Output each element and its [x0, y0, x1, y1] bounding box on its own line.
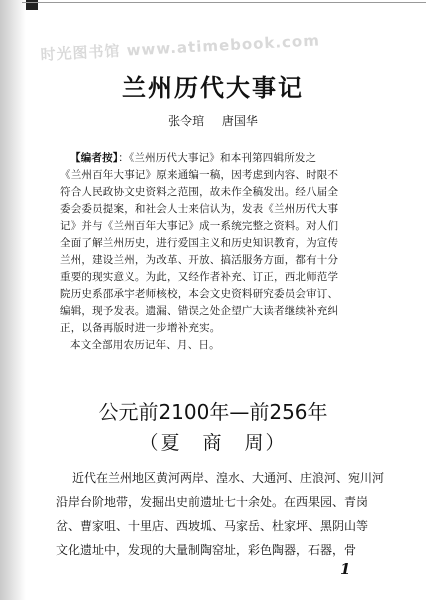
editor-note: [60, 150, 360, 354]
body-line: 近代在兰州地区黄河两岸、湟水、大通河、庄浪河、宛川河: [72, 471, 385, 485]
page-number: 1: [340, 560, 351, 578]
editor-note-label: 【编者按】: [70, 152, 119, 164]
body-line: 沿岸台阶地带，发掘出史前遗址七十余处。在西果园、青岗: [56, 495, 369, 509]
editor-note-text: ：《兰州历代大事记》和本刊第四辑所发之: [118, 152, 317, 164]
editor-note-line: 兰州，建设兰州，为改革、开放、搞活服务方面，都有十分: [60, 254, 339, 266]
body-text: [56, 466, 385, 562]
authors: [0, 112, 426, 129]
editor-note-line: 院历史系邵承宇老师核校，本会文史资料研究委员会审订、: [60, 288, 339, 300]
editor-note-line: 记》并与《兰州百年大事记》成一系统完整之资料。对人们: [60, 220, 339, 232]
body-line: 文化遗址中，发现的大量制陶窑址，彩色陶器，石器，骨: [56, 543, 357, 557]
scan-top-edge: [22, 2, 426, 3]
section-title: 公元前2100年—前256年: [98, 400, 328, 424]
editor-note-line: 全面了解兰州历史，进行爱国主义和历史知识教育，为宣传: [60, 237, 339, 249]
watermark: 时光图书馆 www.atimebook.com: [40, 31, 321, 64]
editor-note-line: 委会委员提案，和社会人士来信认为，发表《兰州历代大事: [60, 203, 339, 215]
editor-note-line: 重要的现实意义。为此，又经作者补充、订正，西北师范学: [60, 271, 339, 283]
body-line: 岔、曹家咀、十里店、西坡坬、马家岳、杜家坪、黑阴山等: [56, 519, 369, 533]
editor-note-line: 《兰州百年大事记》原来通编一稿，因考虑到内容、时限不: [60, 169, 339, 181]
section-subtitle: （夏 商 周）: [139, 432, 287, 454]
editor-note-line: [60, 150, 360, 167]
author-1: 张令琯: [168, 114, 205, 128]
author-2: 唐国华: [221, 114, 258, 128]
editor-note-line: 正，以备再版时进一步增补充实。: [60, 322, 221, 334]
editor-note-line: 编辑，现予发表。遗漏、错误之处企望广大读者继续补充纠: [60, 305, 339, 317]
page-title: 兰州历代大事记: [122, 73, 304, 102]
editor-note-line: 符合人民政协文史资料之范围，故未作全稿发出。经八届全: [60, 186, 339, 198]
calendar-note: 本文全部用农历记年、月、日。: [70, 339, 220, 351]
